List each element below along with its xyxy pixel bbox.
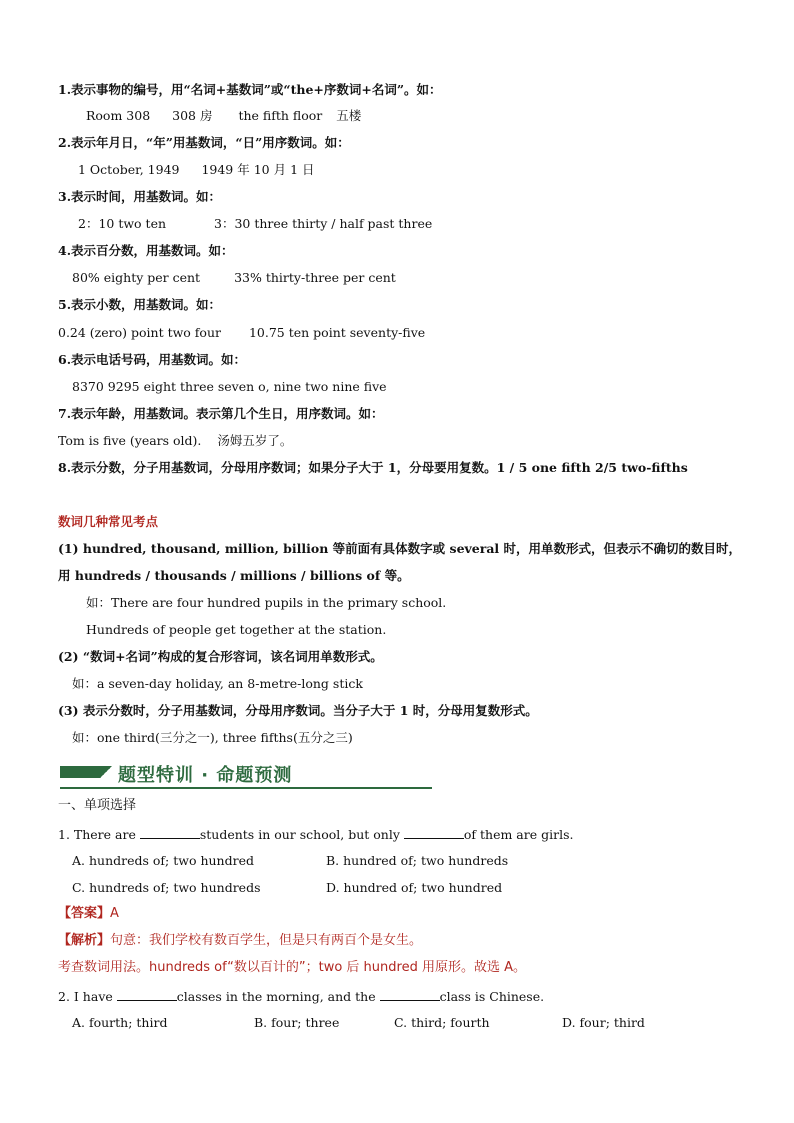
q1-answer-value: A [110, 906, 119, 921]
q2-stem-part-c: class is Chinese. [439, 989, 545, 1004]
q2-option-b[interactable]: B. four; three [254, 1015, 340, 1030]
rule-5-example [58, 325, 425, 341]
rule-7-title: 7.表示年龄，用基数词。表示第几个生日，用序数词。如： [58, 406, 384, 421]
q1-analysis-text: 句意：我们学校有数百学生，但是只有两百个是女生。 [110, 933, 423, 948]
point-1-line-1: (1) hundred, thousand, million, billion 等前面有具体数字或 several 时，用单数形式，但表示不确切的数目时， [58, 541, 742, 556]
rule-3-example [78, 216, 432, 232]
q1-analysis [58, 933, 422, 949]
example-date-en: 1 October, 1949 [78, 162, 180, 177]
point-2-example: 如：a seven-day holiday, an 8-metre-long stick [72, 676, 363, 691]
rule-4-example [72, 270, 396, 286]
point-2-title: (2) “数词+名词”构成的复合形容词，该名词用单数形式。 [58, 649, 383, 664]
example-fifth-floor: the fifth floor [238, 108, 323, 123]
section-title: 一、单项选择 [58, 798, 137, 813]
q1-analysis-label: 【解析】 [58, 933, 111, 948]
banner-title: 题型特训 · 命题预测 [118, 765, 293, 786]
rule-2-example [78, 162, 315, 178]
q2-stem-part-b: classes in the morning, and the [176, 989, 380, 1004]
example-age-cn: 汤姆五岁了。 [217, 433, 293, 448]
example-time-a: 2：10 two ten [78, 216, 167, 231]
q1-stem-part-c: of them are girls. [463, 827, 574, 842]
question-2-stem [58, 988, 544, 1005]
q1-answer [58, 906, 119, 922]
example-time-b: 3：30 three thirty / half past three [214, 216, 433, 231]
rule-6-title: 6.表示电话号码，用基数词。如： [58, 352, 247, 367]
q1-option-d[interactable]: D. hundred of; two hundred [326, 880, 503, 895]
example-room-308: Room 308 [86, 108, 151, 123]
q1-option-c[interactable]: C. hundreds of; two hundreds [72, 880, 261, 895]
rule-1-example [86, 108, 361, 124]
point-1-example-1: 如：There are four hundred pupils in the primary school. [86, 595, 447, 610]
rule-5-title: 5.表示小数，用基数词。如： [58, 297, 222, 312]
q1-stem-part-b: students in our school, but only [199, 827, 404, 842]
point-1-line-2: 用 hundreds / thousands / millions / billions of 等。 [58, 568, 410, 583]
q1-option-a[interactable]: A. hundreds of; two hundred [72, 853, 254, 868]
banner-bar-icon [60, 766, 100, 778]
section-banner [60, 760, 432, 790]
q1-blank-2[interactable] [404, 826, 464, 839]
points-heading: 数词几种常见考点 [58, 514, 159, 529]
q2-blank-1[interactable] [117, 988, 177, 1001]
q1-answer-label: 【答案】 [58, 906, 111, 921]
banner-rule [60, 787, 432, 789]
q2-stem-part-a: 2. I have [58, 989, 117, 1004]
point-3-example: 如：one third(三分之一), three fifths(五分之三) [72, 730, 353, 745]
rule-6-example: 8370 9295 eight three seven o, nine two nine five [72, 379, 387, 394]
q2-option-c[interactable]: C. third; fourth [394, 1015, 490, 1030]
q1-option-b[interactable]: B. hundred of; two hundreds [326, 853, 509, 868]
example-percent-a: 80% eighty per cent [72, 270, 201, 285]
example-fifth-floor-cn: 五楼 [336, 108, 362, 123]
example-age-en: Tom is five (years old). [58, 433, 202, 448]
example-decimal-a: 0.24 (zero) point two four [58, 325, 221, 340]
rule-7-example [58, 433, 292, 449]
example-percent-b: 33% thirty-three per cent [234, 270, 396, 285]
q1-stem-part-a: 1. There are [58, 827, 140, 842]
point-3-title: (3) 表示分数时，分子用基数词，分母用序数词。当分子大于 1 时，分母用复数形式。 [58, 703, 538, 718]
example-date-cn: 1949 年 10 月 1 日 [201, 162, 315, 177]
example-308-room-cn: 308 房 [172, 108, 213, 123]
rule-3-title: 3.表示时间，用基数词。如： [58, 189, 222, 204]
example-decimal-b: 10.75 ten point seventy-five [248, 325, 426, 340]
banner-bar-tip-icon [100, 766, 112, 778]
question-1-stem [58, 826, 573, 843]
rule-1-title: 1.表示事物的编号，用“名词+基数词”或“the+序数词+名词”。如： [58, 82, 442, 97]
q2-option-a[interactable]: A. fourth; third [72, 1015, 168, 1030]
q1-blank-1[interactable] [140, 826, 200, 839]
rule-4-title: 4.表示百分数，用基数词。如： [58, 243, 234, 258]
q1-analysis-2: 考查数词用法。hundreds of“数以百计的”；two 后 hundred 用原形。故选 A。 [58, 960, 526, 975]
q2-blank-2[interactable] [380, 988, 440, 1001]
q2-option-d[interactable]: D. four; third [562, 1015, 645, 1030]
rule-8-title: 8.表示分数，分子用基数词，分母用序数词；如果分子大于 1，分母要用复数。1 / 5 one fifth 2/5 two-fifths [58, 460, 688, 475]
point-1-example-2: Hundreds of people get together at the station. [86, 622, 387, 637]
rule-2-title: 2.表示年月日，“年”用基数词，“日”用序数词。如： [58, 135, 350, 150]
